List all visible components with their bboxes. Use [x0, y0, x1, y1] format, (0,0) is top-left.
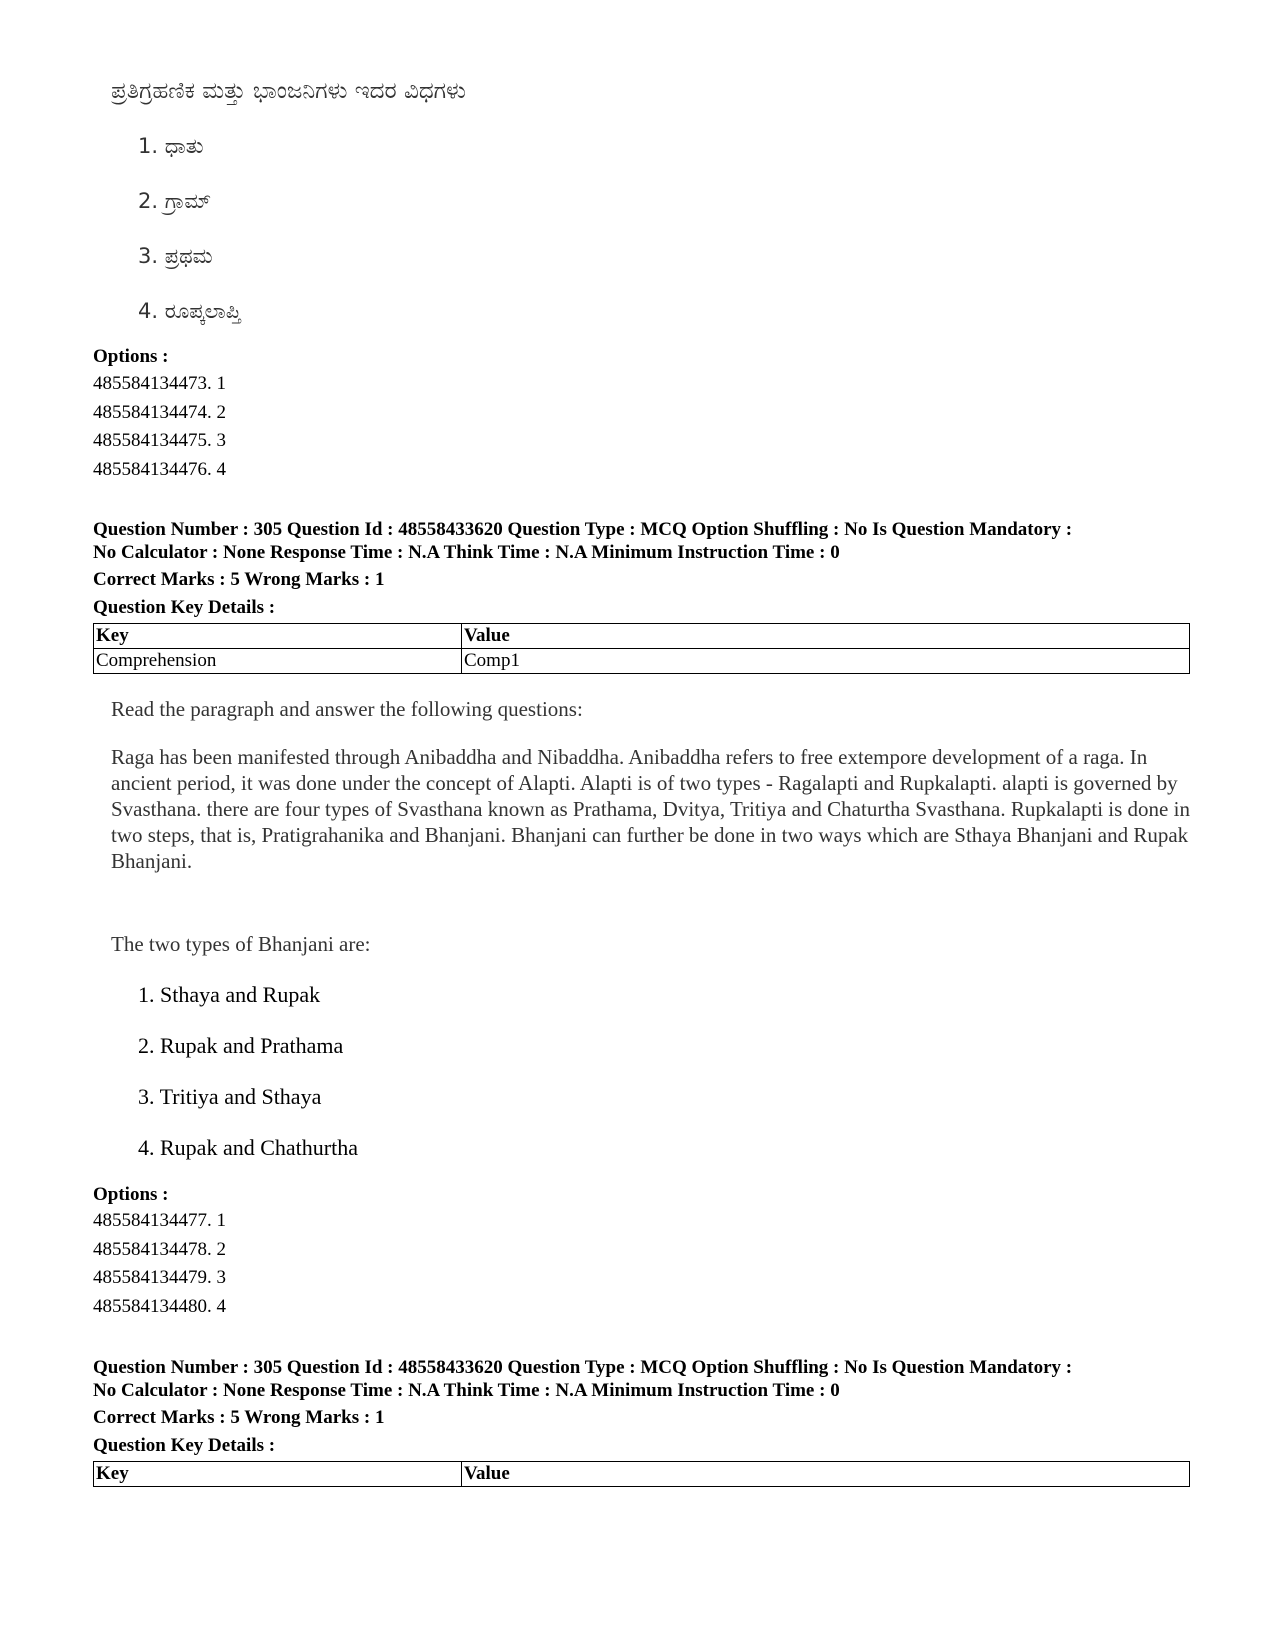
question-meta-line: No Calculator : None Response Time : N.A Think Time : N.A Minimum Instruction Time : 0	[93, 542, 840, 563]
choice-item: 3. ಪ್ರಥಮ	[138, 244, 213, 268]
table-header-row	[94, 624, 1190, 649]
table-cell: Comp1	[462, 649, 1190, 674]
table-header-cell: Key	[94, 624, 462, 649]
option-item: 485584134478. 2	[93, 1238, 226, 1260]
choice-item: 4. Rupak and Chathurtha	[138, 1135, 358, 1160]
option-item: 485584134477. 1	[93, 1210, 226, 1231]
question-text: The two types of Bhanjani are:	[111, 932, 371, 956]
question-meta-line: No Calculator : None Response Time : N.A Think Time : N.A Minimum Instruction Time : 0	[93, 1380, 840, 1401]
option-item: 485584134475. 3	[93, 430, 226, 451]
options-label: Options :	[93, 1184, 169, 1205]
key-value-table	[93, 1461, 1190, 1487]
option-item: 485584134476. 4	[93, 458, 226, 480]
choice-item: 2. Rupak and Prathama	[138, 1033, 344, 1058]
choice-item: 1. ಧಾತು	[138, 134, 204, 158]
passage-text: Raga has been manifested through Anibaddha and Nibaddha. Anibaddha refers to free extempore development of a raga. In ancient period, it was done under the concept of Alapti. Alapti is of two types - Ragalapti and Rupkalapti. alapti is governed by Svasthana. there are four types of Svasthana known as Prathama, Dvitya, Tritiya and Chaturtha Svasthana. Rupkalapti is done in two steps, that is, Pratigrahanika and Bhanjani. Bhanjani can further be done in two ways which are Sthaya Bhanjani and Rupak Bhanjani.	[111, 745, 1190, 873]
option-item: 485584134473. 1	[93, 373, 226, 394]
options-label: Options :	[93, 346, 169, 367]
table-header-cell: Value	[462, 1462, 1190, 1487]
option-item: 485584134480. 4	[93, 1295, 226, 1317]
table-header-cell: Value	[462, 624, 1190, 649]
table-cell: Comprehension	[94, 649, 462, 674]
choice-item: 4. ರೂಪ್ಕಲಾಪ್ತಿ	[138, 299, 241, 323]
passage-instruction: Read the paragraph and answer the following questions:	[111, 697, 583, 721]
marks-line: Correct Marks : 5 Wrong Marks : 1	[93, 1407, 385, 1428]
question-meta	[93, 518, 1190, 619]
kannada-question-stem: ಪ್ರತಿಗ್ರಹಣಿಕ ಮತ್ತು ಭಾಂಜನಿಗಳು ಇದರ ವಿಧಗಳು	[111, 78, 466, 104]
choice-item: 1. Sthaya and Rupak	[138, 982, 321, 1007]
key-details-label: Question Key Details :	[93, 597, 276, 618]
choice-item: 2. ಗ್ರಾಮ್	[138, 189, 212, 213]
options-list	[93, 370, 226, 484]
comprehension-passage	[111, 696, 1191, 874]
question-meta	[93, 1356, 1190, 1457]
question-meta-line: Question Number : 305 Question Id : 48558433620 Question Type : MCQ Option Shuffling : No Is Question Mandatory :	[93, 519, 1073, 540]
key-value-table	[93, 623, 1190, 674]
options-list	[93, 1207, 226, 1321]
table-header-row	[94, 1462, 1190, 1487]
question-meta-line: Question Number : 305 Question Id : 48558433620 Question Type : MCQ Option Shuffling : No Is Question Mandatory :	[93, 1357, 1073, 1378]
table-header-cell: Key	[94, 1462, 462, 1487]
table-row	[94, 649, 1190, 674]
marks-line: Correct Marks : 5 Wrong Marks : 1	[93, 569, 385, 590]
key-details-label: Question Key Details :	[93, 1435, 276, 1456]
option-item: 485584134474. 2	[93, 401, 226, 423]
choice-item: 3. Tritiya and Sthaya	[138, 1084, 322, 1109]
option-item: 485584134479. 3	[93, 1267, 226, 1288]
